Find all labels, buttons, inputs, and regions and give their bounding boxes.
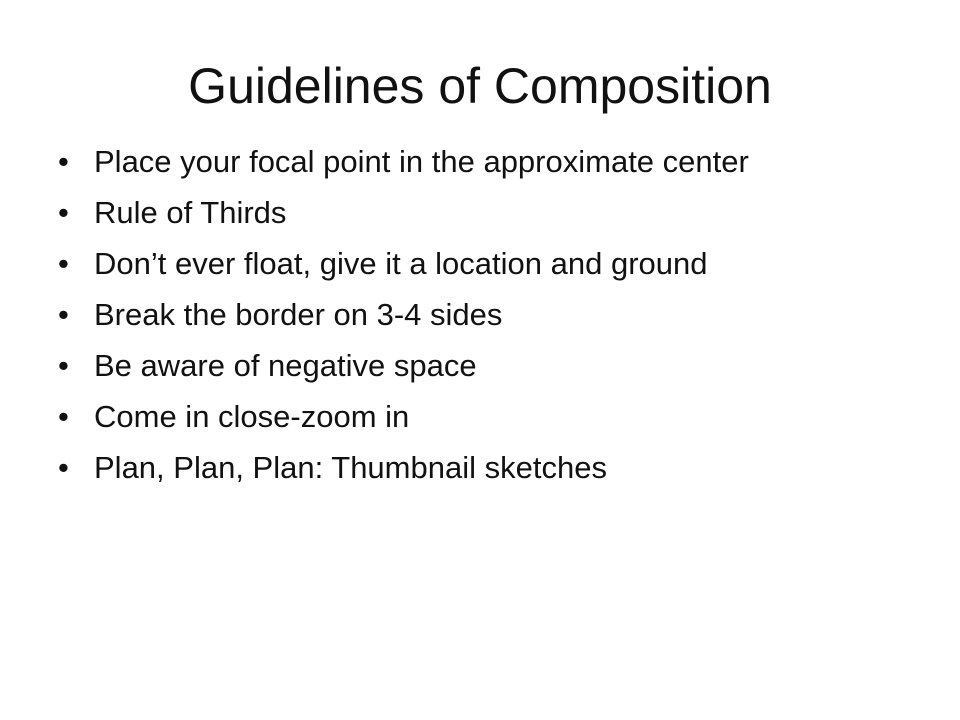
bullet-dot-icon: •: [58, 195, 69, 230]
bullet-item: [58, 296, 918, 334]
bullet-text: Place your focal point in the approximate center: [94, 144, 749, 179]
bullet-dot-icon: •: [58, 399, 69, 434]
bullet-list: [58, 143, 918, 500]
bullet-dot-icon: •: [58, 348, 69, 383]
bullet-item: [58, 194, 918, 232]
bullet-text: Break the border on 3-4 sides: [94, 297, 503, 332]
bullet-dot-icon: •: [58, 246, 69, 281]
bullet-item: [58, 449, 918, 487]
bullet-dot-icon: •: [58, 144, 69, 179]
bullet-item: [58, 143, 918, 181]
bullet-text: Plan, Plan, Plan: Thumbnail sketches: [94, 450, 607, 485]
bullet-text: Rule of Thirds: [94, 195, 287, 230]
bullet-text: Be aware of negative space: [94, 348, 477, 383]
bullet-item: [58, 398, 918, 436]
slide-title: Guidelines of Composition: [188, 58, 772, 114]
bullet-text: Don’t ever float, give it a location and ground: [94, 246, 708, 281]
bullet-item: [58, 245, 918, 283]
bullet-item: [58, 347, 918, 385]
bullet-dot-icon: •: [58, 450, 69, 485]
bullet-text: Come in close-zoom in: [94, 399, 410, 434]
bullet-dot-icon: •: [58, 297, 69, 332]
